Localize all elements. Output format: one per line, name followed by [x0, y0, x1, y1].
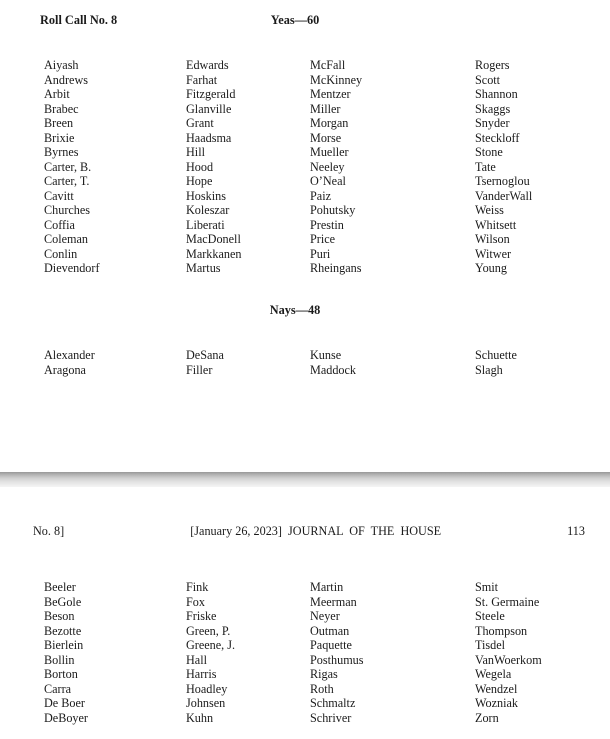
- name-item: Bezotte: [44, 623, 82, 638]
- name-item: O’Neal: [310, 174, 346, 189]
- name-item: Schriver: [310, 710, 352, 725]
- name-item: Koleszar: [186, 203, 230, 218]
- name-item: Kunse: [310, 348, 342, 362]
- name-item: MacDonell: [186, 232, 241, 247]
- name-item: Carra: [44, 681, 72, 696]
- name-item: DeSana: [186, 348, 224, 362]
- yeas-heading: Yeas—60: [270, 13, 320, 27]
- page2-names-column-1: [44, 580, 88, 725]
- name-item: Weiss: [475, 203, 504, 218]
- name-item: Miller: [310, 101, 341, 116]
- page2-names-column-2: [186, 580, 235, 725]
- name-item: Bollin: [44, 652, 75, 667]
- nays-column-3: [310, 348, 356, 377]
- name-item: Glanville: [186, 101, 232, 116]
- yeas-column-1: [44, 58, 100, 276]
- name-item: Snyder: [475, 116, 510, 131]
- name-item: Stone: [475, 145, 503, 160]
- name-item: Carter, T.: [44, 174, 90, 189]
- name-item: Wendzel: [475, 681, 518, 696]
- name-item: De Boer: [44, 696, 85, 711]
- name-item: Conlin: [44, 246, 78, 261]
- name-item: Alexander: [44, 348, 95, 362]
- name-item: McFall: [310, 58, 346, 72]
- name-item: Hoadley: [186, 681, 228, 696]
- name-item: Scott: [475, 72, 501, 87]
- name-item: Zorn: [475, 710, 499, 725]
- name-item: Tate: [475, 159, 496, 174]
- name-item: Maddock: [310, 362, 357, 377]
- name-item: Greene, J.: [186, 638, 236, 653]
- name-item: Kuhn: [186, 710, 214, 725]
- yeas-column-3: [310, 58, 362, 276]
- name-item: Green, P.: [186, 623, 231, 638]
- name-item: Schmaltz: [310, 696, 356, 711]
- name-item: Skaggs: [475, 101, 511, 116]
- name-item: Friske: [186, 609, 217, 624]
- name-item: Rheingans: [310, 261, 362, 276]
- nays-column-4: [475, 348, 517, 377]
- name-item: Grant: [186, 116, 214, 131]
- name-item: Tisdel: [475, 638, 506, 653]
- name-item: Roth: [310, 681, 334, 696]
- name-item: Borton: [44, 667, 78, 682]
- name-item: DeBoyer: [44, 710, 88, 725]
- name-item: Posthumus: [310, 652, 364, 667]
- name-item: Brixie: [44, 130, 75, 145]
- page-break-divider: [0, 472, 610, 487]
- name-item: Wilson: [475, 232, 510, 247]
- name-item: Dievendorf: [44, 261, 100, 276]
- name-item: Martin: [310, 580, 344, 594]
- name-item: Cavitt: [44, 188, 74, 203]
- name-item: McKinney: [310, 72, 363, 87]
- name-item: Andrews: [44, 72, 89, 87]
- name-item: Wegela: [475, 667, 512, 682]
- journal-number-label: No. 8]: [33, 524, 65, 538]
- name-item: Farhat: [186, 72, 218, 87]
- name-item: Carter, B.: [44, 159, 92, 174]
- name-item: Paiz: [310, 188, 331, 203]
- name-item: Whitsett: [475, 217, 517, 232]
- name-item: Byrnes: [44, 145, 79, 160]
- name-item: Coleman: [44, 232, 89, 247]
- name-item: Pohutsky: [310, 203, 356, 218]
- nays-heading: Nays—48: [269, 303, 321, 317]
- name-item: Puri: [310, 246, 331, 261]
- name-item: Morse: [310, 130, 342, 145]
- name-item: Morgan: [310, 116, 349, 131]
- name-item: Aragona: [44, 362, 86, 377]
- name-item: Harris: [186, 667, 217, 682]
- name-item: Brabec: [44, 101, 79, 116]
- name-item: Edwards: [186, 58, 229, 72]
- name-item: Martus: [186, 261, 221, 276]
- name-item: Witwer: [475, 246, 512, 261]
- name-item: Markkanen: [186, 246, 242, 261]
- name-item: Hill: [186, 145, 205, 160]
- name-item: Shannon: [475, 87, 518, 102]
- name-item: St. Germaine: [475, 594, 540, 609]
- page2-running-header: [33, 524, 585, 539]
- name-item: Hope: [186, 174, 213, 189]
- name-item: Bierlein: [44, 638, 84, 653]
- name-item: Outman: [310, 623, 350, 638]
- yeas-column-2: [186, 58, 242, 276]
- journal-title: [January 26, 2023] JOURNAL OF THE HOUSE: [190, 524, 442, 538]
- name-item: Breen: [44, 116, 74, 131]
- name-item: Haadsma: [186, 130, 232, 145]
- name-item: Hood: [186, 159, 214, 174]
- name-item: Paquette: [310, 638, 352, 653]
- name-item: Mueller: [310, 145, 349, 160]
- name-item: Arbit: [44, 87, 70, 102]
- name-item: Mentzer: [310, 87, 351, 102]
- roll-call-label: Roll Call No. 8: [40, 13, 118, 27]
- name-item: Johnsen: [186, 696, 226, 711]
- name-item: Meerman: [310, 594, 357, 609]
- name-item: Price: [310, 232, 336, 247]
- name-item: Neeley: [310, 159, 345, 174]
- name-item: Steckloff: [475, 130, 520, 145]
- name-item: Smit: [475, 580, 499, 594]
- name-item: VanWoerkom: [475, 652, 542, 667]
- name-item: Beson: [44, 609, 75, 624]
- name-item: Thompson: [475, 623, 528, 638]
- yeas-column-4: [475, 58, 532, 276]
- name-item: Liberati: [186, 217, 225, 232]
- name-item: VanderWall: [475, 188, 533, 203]
- name-item: Filler: [186, 362, 213, 377]
- page2-names-column-3: [310, 580, 364, 725]
- name-item: Hoskins: [186, 188, 226, 203]
- nays-column-1: [44, 348, 95, 377]
- name-item: Young: [475, 261, 507, 276]
- name-item: Slagh: [475, 362, 503, 377]
- name-item: Fitzgerald: [186, 87, 236, 102]
- name-item: Prestin: [310, 217, 344, 232]
- name-item: Coffia: [44, 217, 75, 232]
- name-item: Schuette: [475, 348, 517, 362]
- name-item: Hall: [186, 652, 207, 667]
- name-item: BeGole: [44, 594, 82, 609]
- name-item: Tsernoglou: [475, 174, 530, 189]
- name-item: Neyer: [310, 609, 340, 624]
- name-item: Aiyash: [44, 58, 79, 72]
- page-number: 113: [567, 524, 585, 538]
- name-item: Rogers: [475, 58, 510, 72]
- name-item: Fink: [186, 580, 209, 594]
- name-item: Rigas: [310, 667, 338, 682]
- name-item: Steele: [475, 609, 505, 624]
- name-item: Beeler: [44, 580, 76, 594]
- name-item: Fox: [186, 594, 205, 609]
- nays-column-2: [186, 348, 224, 377]
- name-item: Churches: [44, 203, 91, 218]
- name-item: Wozniak: [475, 696, 519, 711]
- page2-names-column-4: [475, 580, 542, 725]
